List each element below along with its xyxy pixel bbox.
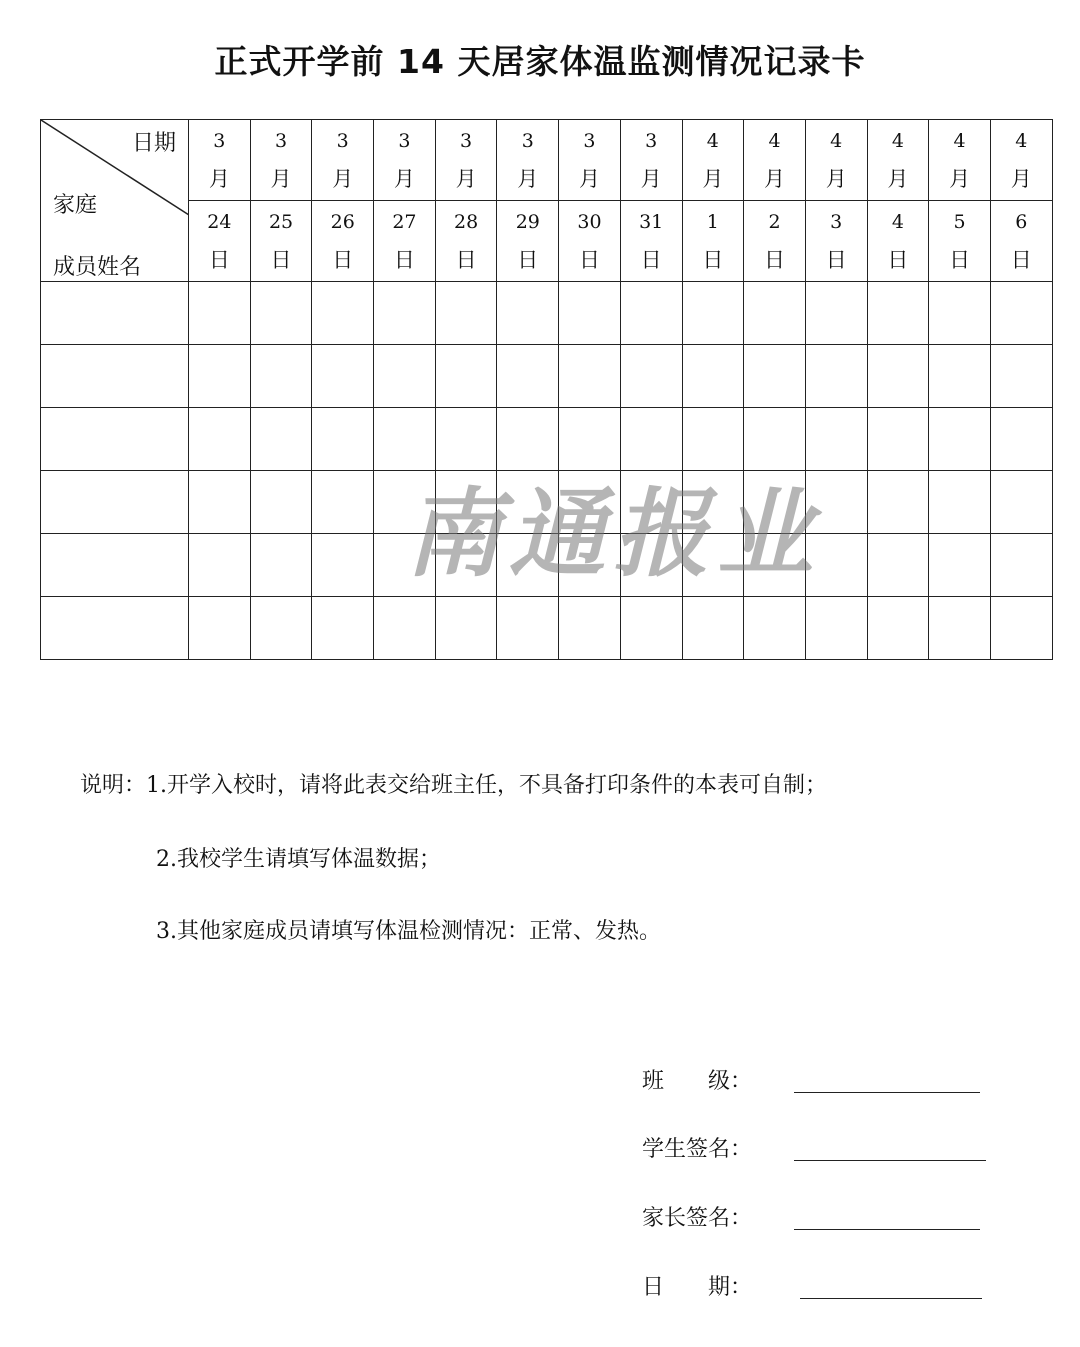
month-number: 3 bbox=[583, 130, 596, 152]
temperature-cell[interactable] bbox=[374, 597, 436, 660]
temperature-cell[interactable] bbox=[867, 534, 929, 597]
month-unit: 月 bbox=[517, 167, 539, 191]
day-header-cell bbox=[929, 201, 991, 282]
note-text-1: 1.开学入校时，请将此表交给班主任，不具备打印条件的本表可自制； bbox=[146, 773, 828, 798]
day-unit: 日 bbox=[949, 248, 971, 272]
note-item-2: 2.我校学生请填写体温数据； bbox=[156, 847, 441, 872]
temperature-cell[interactable] bbox=[374, 471, 436, 534]
temperature-cell[interactable] bbox=[374, 534, 436, 597]
month-number: 3 bbox=[274, 130, 288, 152]
day-number: 5 bbox=[953, 211, 966, 233]
day-number: 4 bbox=[891, 211, 904, 233]
signature-parent bbox=[642, 1201, 752, 1232]
notes-prefix: 说明： bbox=[80, 773, 147, 798]
day-unit: 日 bbox=[702, 248, 724, 272]
day-number: 6 bbox=[1015, 211, 1028, 233]
temperature-cell[interactable] bbox=[497, 471, 559, 534]
temperature-cell[interactable] bbox=[312, 597, 374, 660]
temperature-cell[interactable] bbox=[374, 408, 436, 471]
temperature-cell[interactable] bbox=[929, 282, 991, 345]
day-unit: 日 bbox=[640, 248, 662, 272]
month-number: 4 bbox=[891, 130, 904, 152]
month-header-cell bbox=[929, 120, 991, 201]
temperature-cell[interactable] bbox=[374, 282, 436, 345]
day-header-cell bbox=[497, 201, 559, 282]
table-row bbox=[41, 282, 1053, 345]
header-row-day bbox=[41, 201, 1053, 282]
day-number: 30 bbox=[577, 211, 602, 233]
day-header-cell bbox=[682, 201, 744, 282]
temperature-cell[interactable] bbox=[312, 534, 374, 597]
temperature-cell[interactable] bbox=[744, 471, 806, 534]
corner-family-label: 家庭 bbox=[53, 193, 98, 218]
temperature-cell[interactable] bbox=[435, 597, 497, 660]
day-unit: 日 bbox=[393, 248, 415, 272]
day-header-cell bbox=[189, 201, 251, 282]
temperature-cell[interactable] bbox=[929, 597, 991, 660]
month-header-cell bbox=[189, 120, 251, 201]
month-unit: 月 bbox=[455, 167, 477, 191]
member-name-cell[interactable] bbox=[41, 597, 189, 660]
day-number: 3 bbox=[830, 211, 843, 233]
temperature-cell[interactable] bbox=[497, 534, 559, 597]
member-name-cell[interactable] bbox=[41, 471, 189, 534]
month-header-cell bbox=[374, 120, 436, 201]
student-sign-field[interactable] bbox=[794, 1160, 986, 1161]
temperature-cell[interactable] bbox=[559, 345, 621, 408]
member-name-cell[interactable] bbox=[41, 534, 189, 597]
table-row bbox=[41, 471, 1053, 534]
month-number: 3 bbox=[460, 130, 473, 152]
day-header-cell bbox=[990, 201, 1052, 282]
temperature-cell[interactable] bbox=[805, 471, 867, 534]
month-header-cell bbox=[744, 120, 806, 201]
temperature-cell[interactable] bbox=[805, 282, 867, 345]
table-row bbox=[41, 408, 1053, 471]
temperature-cell[interactable] bbox=[250, 534, 312, 597]
temperature-cell[interactable] bbox=[312, 408, 374, 471]
temperature-cell[interactable] bbox=[559, 408, 621, 471]
temperature-cell[interactable] bbox=[497, 408, 559, 471]
temperature-cell[interactable] bbox=[682, 471, 744, 534]
member-name-cell[interactable] bbox=[41, 345, 189, 408]
temperature-cell[interactable] bbox=[805, 534, 867, 597]
month-unit: 月 bbox=[208, 167, 230, 191]
note-item-1 bbox=[80, 768, 827, 799]
month-unit: 月 bbox=[825, 167, 847, 191]
member-name-cell[interactable] bbox=[41, 282, 189, 345]
temperature-cell[interactable] bbox=[435, 408, 497, 471]
temperature-cell[interactable] bbox=[744, 282, 806, 345]
temperature-cell[interactable] bbox=[867, 597, 929, 660]
temperature-cell[interactable] bbox=[620, 471, 682, 534]
temperature-cell[interactable] bbox=[497, 597, 559, 660]
month-unit: 月 bbox=[640, 167, 662, 191]
temperature-cell[interactable] bbox=[250, 471, 312, 534]
temperature-cell[interactable] bbox=[990, 597, 1052, 660]
temperature-cell[interactable] bbox=[189, 408, 251, 471]
header-row-month bbox=[41, 120, 1053, 201]
day-unit: 日 bbox=[332, 248, 354, 272]
temperature-cell[interactable] bbox=[990, 408, 1052, 471]
day-unit: 日 bbox=[517, 248, 539, 272]
temperature-cell[interactable] bbox=[374, 345, 436, 408]
temperature-cell[interactable] bbox=[929, 408, 991, 471]
temperature-cell[interactable] bbox=[620, 534, 682, 597]
temperature-cell[interactable] bbox=[682, 597, 744, 660]
temperature-cell[interactable] bbox=[559, 282, 621, 345]
signature-date bbox=[642, 1270, 752, 1301]
day-number: 29 bbox=[515, 211, 540, 233]
month-number: 4 bbox=[706, 130, 719, 152]
day-number: 31 bbox=[639, 211, 664, 233]
month-number: 3 bbox=[398, 130, 411, 152]
temperature-cell[interactable] bbox=[189, 345, 251, 408]
month-header-cell bbox=[312, 120, 374, 201]
parent-sign-field[interactable] bbox=[794, 1229, 980, 1230]
day-unit: 日 bbox=[887, 248, 909, 272]
temperature-cell[interactable] bbox=[189, 597, 251, 660]
temperature-record-table bbox=[40, 119, 1053, 660]
day-unit: 日 bbox=[455, 248, 477, 272]
temperature-cell[interactable] bbox=[744, 408, 806, 471]
temperature-cell[interactable] bbox=[435, 282, 497, 345]
temperature-cell[interactable] bbox=[682, 282, 744, 345]
temperature-cell[interactable] bbox=[990, 534, 1052, 597]
temperature-cell[interactable] bbox=[312, 282, 374, 345]
temperature-cell[interactable] bbox=[682, 534, 744, 597]
temperature-cell[interactable] bbox=[929, 471, 991, 534]
month-header-cell bbox=[620, 120, 682, 201]
month-number: 3 bbox=[645, 130, 658, 152]
day-header-cell bbox=[559, 201, 621, 282]
member-name-cell[interactable] bbox=[41, 408, 189, 471]
month-unit: 月 bbox=[1010, 167, 1032, 191]
temperature-cell[interactable] bbox=[435, 534, 497, 597]
month-unit: 月 bbox=[702, 167, 724, 191]
date-sign-field[interactable] bbox=[800, 1298, 982, 1299]
day-header-cell bbox=[312, 201, 374, 282]
temperature-cell[interactable] bbox=[250, 408, 312, 471]
month-number: 3 bbox=[213, 130, 226, 152]
parent-sign-label: 家长签名： bbox=[642, 1206, 753, 1231]
table-row bbox=[41, 597, 1053, 660]
page-title: 正式开学前 14 天居家体温监测情况记录卡 bbox=[214, 42, 866, 81]
table-row bbox=[41, 534, 1053, 597]
temperature-cell[interactable] bbox=[620, 282, 682, 345]
signature-class bbox=[642, 1064, 752, 1095]
temperature-cell[interactable] bbox=[867, 345, 929, 408]
date-sign-label: 日 期： bbox=[642, 1275, 753, 1300]
temperature-cell[interactable] bbox=[620, 345, 682, 408]
day-number: 24 bbox=[207, 211, 232, 233]
temperature-cell[interactable] bbox=[312, 345, 374, 408]
day-unit: 日 bbox=[270, 248, 292, 272]
day-header-cell bbox=[867, 201, 929, 282]
day-header-cell bbox=[805, 201, 867, 282]
table-row bbox=[41, 345, 1053, 408]
temperature-cell[interactable] bbox=[867, 471, 929, 534]
temperature-cell[interactable] bbox=[990, 282, 1052, 345]
day-number: 28 bbox=[454, 211, 479, 233]
temperature-cell[interactable] bbox=[312, 471, 374, 534]
month-header-cell bbox=[682, 120, 744, 201]
month-unit: 月 bbox=[393, 167, 415, 191]
month-header-cell bbox=[867, 120, 929, 201]
temperature-cell[interactable] bbox=[867, 408, 929, 471]
temperature-cell[interactable] bbox=[805, 345, 867, 408]
month-header-cell bbox=[435, 120, 497, 201]
corner-header-cell bbox=[41, 120, 189, 282]
corner-date-label: 日期 bbox=[131, 131, 176, 156]
student-sign-label: 学生签名： bbox=[642, 1137, 753, 1162]
temperature-cell[interactable] bbox=[990, 345, 1052, 408]
temperature-cell[interactable] bbox=[744, 597, 806, 660]
day-number: 25 bbox=[268, 211, 294, 233]
month-unit: 月 bbox=[332, 167, 354, 191]
temperature-cell[interactable] bbox=[435, 345, 497, 408]
day-unit: 日 bbox=[208, 248, 230, 272]
day-header-cell bbox=[744, 201, 806, 282]
month-unit: 月 bbox=[887, 167, 909, 191]
day-unit: 日 bbox=[825, 248, 847, 272]
class-label: 班 级： bbox=[642, 1069, 753, 1094]
month-unit: 月 bbox=[764, 167, 786, 191]
month-header-cell bbox=[805, 120, 867, 201]
corner-name-label: 成员姓名 bbox=[53, 255, 142, 280]
day-header-cell bbox=[250, 201, 312, 282]
temperature-cell[interactable] bbox=[250, 282, 312, 345]
temperature-cell[interactable] bbox=[559, 471, 621, 534]
temperature-cell[interactable] bbox=[189, 282, 251, 345]
month-number: 3 bbox=[521, 130, 534, 152]
month-number: 4 bbox=[768, 130, 781, 152]
temperature-cell[interactable] bbox=[990, 471, 1052, 534]
temperature-cell[interactable] bbox=[867, 282, 929, 345]
month-header-cell bbox=[250, 120, 312, 201]
day-unit: 日 bbox=[578, 248, 600, 272]
month-number: 4 bbox=[1015, 130, 1028, 152]
temperature-cell[interactable] bbox=[559, 534, 621, 597]
temperature-cell[interactable] bbox=[929, 534, 991, 597]
temperature-cell[interactable] bbox=[805, 597, 867, 660]
temperature-cell[interactable] bbox=[805, 408, 867, 471]
temperature-cell[interactable] bbox=[250, 597, 312, 660]
temperature-cell[interactable] bbox=[435, 471, 497, 534]
signature-student bbox=[642, 1132, 752, 1163]
month-unit: 月 bbox=[949, 167, 971, 191]
temperature-cell[interactable] bbox=[189, 471, 251, 534]
temperature-cell[interactable] bbox=[497, 345, 559, 408]
day-number: 1 bbox=[706, 211, 719, 233]
day-header-cell bbox=[620, 201, 682, 282]
month-number: 4 bbox=[953, 130, 966, 152]
temperature-cell[interactable] bbox=[682, 345, 744, 408]
month-header-cell bbox=[559, 120, 621, 201]
day-number: 26 bbox=[330, 211, 355, 233]
temperature-cell[interactable] bbox=[620, 597, 682, 660]
watermark: 南通报业 bbox=[405, 477, 821, 590]
temperature-cell[interactable] bbox=[189, 534, 251, 597]
month-unit: 月 bbox=[578, 167, 600, 191]
temperature-cell[interactable] bbox=[744, 534, 806, 597]
month-header-cell bbox=[990, 120, 1052, 201]
temperature-cell[interactable] bbox=[929, 345, 991, 408]
month-number: 4 bbox=[830, 130, 843, 152]
day-number: 2 bbox=[768, 211, 781, 233]
temperature-cell[interactable] bbox=[250, 345, 312, 408]
temperature-cell[interactable] bbox=[682, 408, 744, 471]
day-unit: 日 bbox=[764, 248, 786, 272]
class-field[interactable] bbox=[794, 1092, 980, 1093]
temperature-cell[interactable] bbox=[497, 282, 559, 345]
month-unit: 月 bbox=[270, 167, 292, 191]
day-header-cell bbox=[374, 201, 436, 282]
month-header-cell bbox=[497, 120, 559, 201]
temperature-cell[interactable] bbox=[559, 597, 621, 660]
day-number: 27 bbox=[392, 211, 417, 233]
day-header-cell bbox=[435, 201, 497, 282]
note-item-3: 3.其他家庭成员请填写体温检测情况：正常、发热。 bbox=[156, 919, 661, 944]
temperature-cell[interactable] bbox=[744, 345, 806, 408]
temperature-cell[interactable] bbox=[620, 408, 682, 471]
month-number: 3 bbox=[336, 130, 349, 152]
day-unit: 日 bbox=[1010, 248, 1032, 272]
